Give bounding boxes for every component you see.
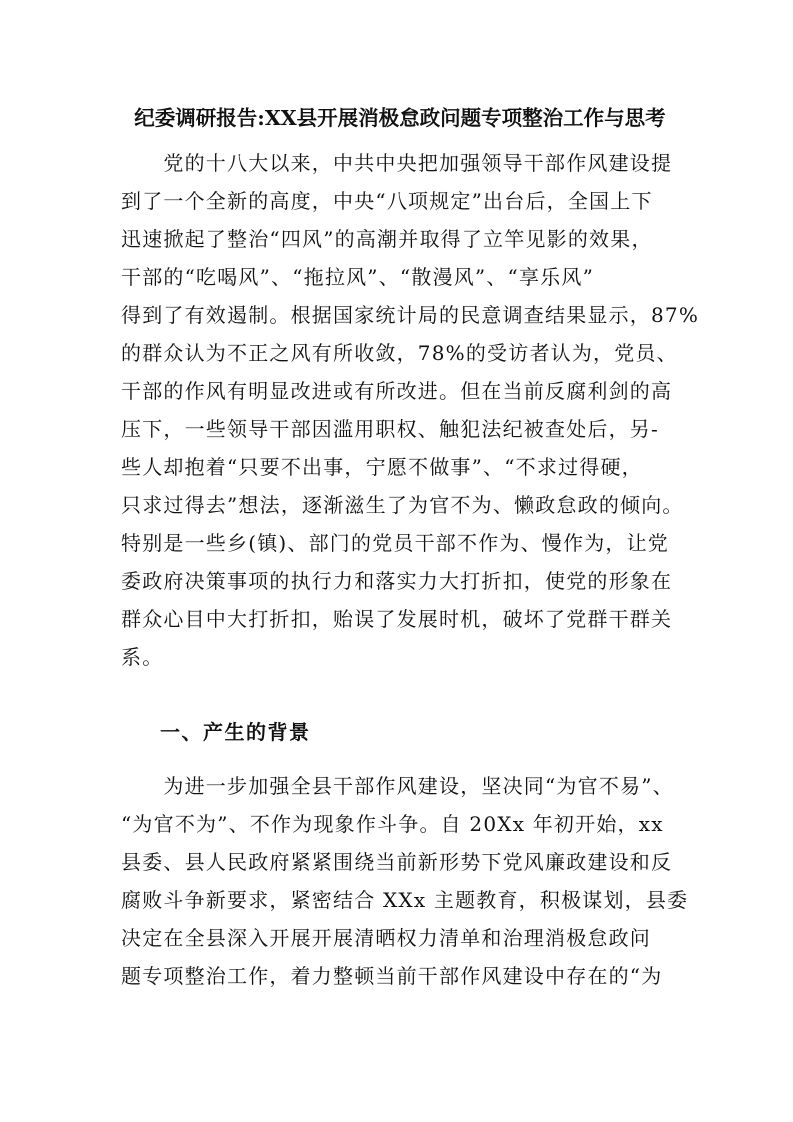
- section-heading: 一、产生的背景: [160, 720, 311, 744]
- paragraph-line: 得到了有效遏制。根据国家统计局的民意调查结果显示，87%: [121, 303, 700, 327]
- paragraph-line: 特别是一些乡(镇)、部门的党员干部不作为、慢作为，让党: [121, 531, 670, 555]
- paragraph-line: 干部的“吃喝风”、“拖拉风”、“散漫风”、“享乐风”: [121, 265, 594, 289]
- document-title: 纪委调研报告:XX县开展消极怠政问题专项整治工作与思考: [134, 106, 666, 130]
- paragraph-line: 为进一步加强全县干部作风建设，坚决同“为官不易”、: [121, 774, 674, 798]
- paragraph-line: 县委、县人民政府紧紧围绕当前新形势下党风廉政建设和反: [121, 850, 673, 874]
- paragraph-line: “为官不为”、不作为现象作斗争。自 20Xx 年初开始，xx: [121, 812, 664, 836]
- paragraph-line: 系。: [121, 645, 164, 669]
- paragraph-line: 的群众认为不正之风有所收敛，78%的受访者认为，党员、: [121, 341, 678, 365]
- paragraph-line: 腐败斗争新要求，紧密结合 XXx 主题教育，积极谋划，县委: [121, 888, 689, 912]
- paragraph-line: 些人却抱着“只要不出事，宁愿不做事”、“不求过得硬，: [121, 455, 643, 479]
- paragraph-line: 委政府决策事项的执行力和落实力大打折扣，使党的形象在: [121, 569, 673, 593]
- paragraph-line: 迅速掀起了整治“四风”的高潮并取得了立竿见影的效果，: [121, 227, 653, 251]
- paragraph-line: 压下，一些领导干部因滥用职权、触犯法纪被查处后，另-: [121, 417, 659, 441]
- paragraph-line: 干部的作风有明显改进或有所改进。但在当前反腐利剑的高: [121, 379, 673, 403]
- paragraph-line: 党的十八大以来，中共中央把加强领导干部作风建设提: [121, 151, 673, 175]
- paragraph-line: 题专项整治工作，着力整顿当前干部作风建设中存在的“为: [121, 964, 663, 988]
- paragraph-line: 到了一个全新的高度，中央“八项规定”出台后，全国上下: [121, 189, 653, 213]
- paragraph-line: 决定在全县深入开展开展清晒权力清单和治理消极怠政问: [121, 926, 651, 950]
- paragraph-line: 只求过得去”想法，逐渐滋生了为官不为、懒政怠政的倾向。: [121, 493, 684, 517]
- paragraph-line: 群众心目中大打折扣，贻误了发展时机，破坏了党群干群关: [121, 607, 673, 631]
